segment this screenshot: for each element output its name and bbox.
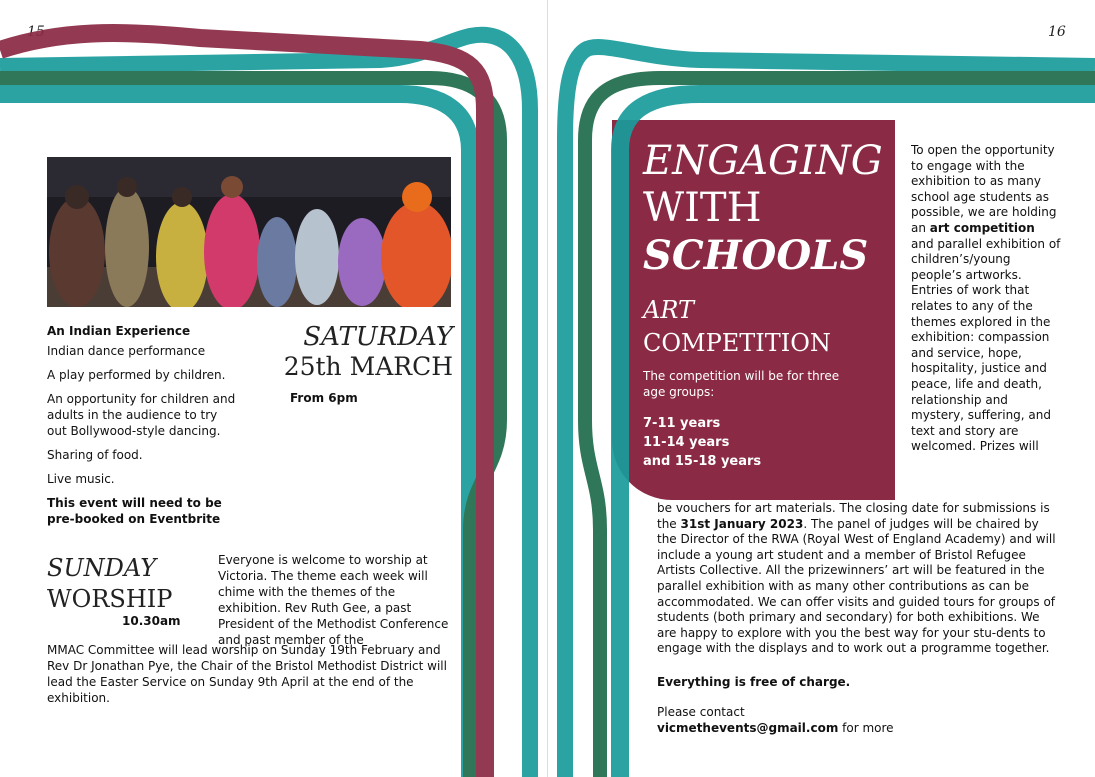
indian-item: A play performed by children. [47, 368, 226, 382]
age-group: and 15-18 years [643, 454, 762, 469]
competition-heading: COMPETITION [643, 329, 831, 357]
right-page [548, 0, 1095, 777]
intro-column [911, 143, 1061, 455]
heading-with: WITH [643, 185, 762, 231]
indian-item: An opportunity for children and adults in the audience to try out Bollywood-style dancing. [47, 392, 236, 438]
intro-text: To open the opportunity to engage with the exhibition to as many school age students as possible, we are holding an [911, 143, 1057, 235]
free-of-charge-note: Everything is free of charge. [657, 675, 851, 689]
schools-heading [643, 138, 883, 279]
indian-item: Sharing of food. [47, 448, 143, 462]
page-number-right: 16 [1048, 24, 1066, 40]
sunday-time: 10.30am [122, 614, 181, 628]
worship-heading: WORSHIP [47, 585, 173, 613]
left-page [0, 0, 547, 777]
details-text-cont: . The panel of judges will be chaired by the Director of the RWA (Royal West of England Academy) and will include a young art student and a member of Bristol Refugee Artists Collective. All the prizewinners’ art will be featured in the parallel exhibition with as many other contributions as can be accommodated. We can offer visits and guided tours for groups of students (both primary and secondary) for both exhibitions. We are happy to explore with you the best way for your stu-dents to engage with the displays and to work out a programme together. [657, 516, 1056, 656]
age-group: 7-11 years [643, 416, 721, 431]
book-spine [547, 0, 548, 777]
sunday-body-part2: MMAC Committee will lead worship on Sunday 19th February and Rev Dr Jonathan Pye, the Chair of the Bristol Methodist District will lead the Easter Service on Sunday 9th April at the end of the exhibition. [47, 643, 447, 705]
indian-experience-list [47, 323, 237, 535]
saturday-date: 25th MARCH [283, 352, 453, 381]
competition-details [657, 501, 1057, 657]
indian-item: Indian dance performance [47, 344, 206, 358]
sunday-body-part1: Everyone is welcome to worship at Victoria. The theme each week will chime with the themes of the exhibition. Rev Ruth Gee, a past President of the Methodist Conference and past member of the [218, 553, 449, 647]
age-groups [643, 414, 761, 471]
heading-schools: SCHOOLS [643, 232, 869, 279]
competition-note: The competition will be for three age groups: [643, 369, 840, 399]
saturday-heading: SATURDAY [303, 322, 453, 352]
closing-date: 31st January 2023 [680, 516, 804, 531]
indian-item: Live music. [47, 472, 115, 486]
contact-intro: Please contact [657, 705, 745, 719]
details-text: be vouchers for art materials. The closing date for submissions is the [657, 501, 1050, 531]
sunday-heading: SUNDAY [47, 554, 157, 582]
saturday-date-block [270, 322, 453, 382]
intro-text-cont: and parallel exhibition of children’s/young people’s artworks. Entries of work that relates to any of the themes explored in the exhibition: compassion and service, hope, hospitality, justice and peace, life and death, relationship and mystery, suffering, and text and story are welcomed. Prizes will [911, 236, 1061, 454]
indian-experience-title: An Indian Experience [47, 324, 191, 338]
contact-tail: for more [838, 721, 894, 735]
age-group: 11-14 years [643, 435, 730, 450]
heading-engaging: ENGAGING [643, 138, 883, 184]
contact-block [657, 704, 1037, 736]
saturday-time: From 6pm [290, 391, 358, 405]
event-photo [47, 157, 451, 307]
page-number-left: 15 [27, 24, 45, 40]
art-competition-emphasis: art competition [929, 220, 1035, 235]
contact-email[interactable]: vicmethevents@gmail.com [657, 721, 839, 735]
art-heading: ART [643, 296, 694, 324]
prebook-note: This event will need to be pre-booked on Eventbrite [47, 496, 222, 526]
